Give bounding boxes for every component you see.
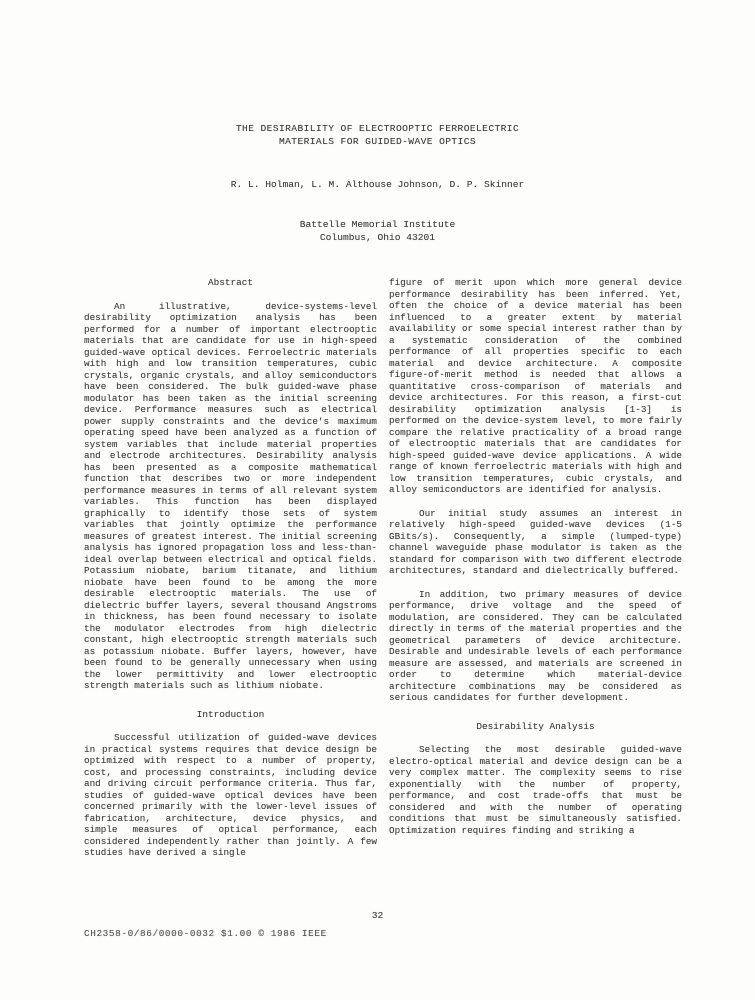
introduction-paragraph: Successful utilization of guided-wave devices in practical systems requires that device design be optimized with respect to a number of property, cost, and processing constraints, including device and driving circuit performance criteria. Thus far, studies of guided-wave optical devices have been concerned primarily with the lower-level issues of fabrication, architecture, device physics, and simple measures of optical performance, each considered independently rather than jointly. A few studies have derived a single <box>84 732 377 858</box>
affiliation-city: Columbus, Ohio 43201 <box>319 232 436 243</box>
copyright-line: CH2358-0/86/0000-0032 $1.00 © 1986 IEEE <box>84 928 327 939</box>
paper-title <box>0 122 755 148</box>
abstract-paragraph: An illustrative, device-systems-level desirability optimization analysis has been performed for a number of important electrooptic materials that are candidate for use in high-speed guided-wave optical devices. Ferroelectric materials with high and low transition temperatures, cubic crystals, organic crystals, and alloy semiconductors have been considered. The bulk guided-wave phase modulator has been taken as the initial screening device. Performance measures such as electrical power supply constraints and the device's maximum operating speed have been analyzed as a function of system variables that include material properties and electrode architectures. Desirability analysis has been presented as a composite mathematical function that describes two or more independent performance measures in terms of all relevant system variables. This function has been displayed graphically to identify those sets of system variables that jointly optimize the performance measures of greatest interest. The initial screening analysis has ignored propagation loss and less-than-ideal overlap between electrical and optical fields. Potassium niobate, barium titanate, and lithium niobate have been found to be among the more desirable electrooptic materials. The use of dielectric buffer layers, several thousand Angstroms in thickness, has been found necessary to isolate the modulator electrodes from high dielectric constant, high electrooptic strength materials such as potassium niobate. Buffer layers, however, have been found to be generally unnecessary when using the lower permittivity and lower electrooptic strength materials such as lithium niobate. <box>84 300 377 691</box>
desirability-analysis-heading: Desirability Analysis <box>476 720 595 732</box>
initial-study-paragraph: Our initial study assumes an interest in relatively high-speed guided-wave devices (1-5 GBits/s). Consequently, a simple (lumped-type) channel waveguide phase modulator is taken as the standard for comparison with two different electrode architectures, standard and dielectrically buffered. <box>389 507 682 576</box>
authors-line: R. L. Holman, L. M. Althouse Johnson, D. P. Skinner <box>230 179 525 190</box>
paper-title-line2: MATERIALS FOR GUIDED-WAVE OPTICS <box>278 136 477 147</box>
left-column <box>84 277 377 859</box>
introduction-heading: Introduction <box>196 708 265 720</box>
desirability-paragraph: Selecting the most desirable guided-wave electro-optical material and device design can be a very complex matter. The complexity seems to rise exponentially with the number of property, performance, and cost trade-offs that must be considered and with the number of operating conditions that must be simultaneously satisfied. Optimization requires finding and striking a <box>389 744 682 836</box>
right-column <box>389 277 682 836</box>
affiliation-block <box>0 218 755 244</box>
affiliation-name: Battelle Memorial Institute <box>299 219 456 230</box>
abstract-heading: Abstract <box>207 277 253 288</box>
device-performance-paragraph: In addition, two primary measures of device performance, drive voltage and the speed of modulation, are considered. They can be calculated directly in terms of the material properties and the geometrical parameters of device architecture. Desirable and undesirable levels of each performance measure are assessed, and materials are screened in order to determine which material-device architecture combinations may be considered as serious candidates for further development. <box>389 588 682 703</box>
continuation-paragraph: figure of merit upon which more general device performance desirability has been inferred. Yet, often the choice of a device material has been influenced to a greater extent by material availability or some special interest rather than by a systematic consideration of the combined performance of all properties specific to each material and device architecture. A composite figure-of-merit method is needed that allows a quantitative cross-comparison of materials and device architectures. For this reason, a first-cut desirability optimization analysis [1-3] is performed on the device-system level, to more fairly compare the relative practicality of a broad range of electrooptic materials that are candidates for high-speed guided-wave device applications. A wide range of known ferroelectric materials with high and low transition temperatures, cubic crystals, and alloy semiconductors are identified for analysis. <box>389 277 682 495</box>
page-number: 32 <box>371 910 384 921</box>
paper-title-line1: THE DESIRABILITY OF ELECTROOPTIC FERROELECTRIC <box>235 123 520 134</box>
